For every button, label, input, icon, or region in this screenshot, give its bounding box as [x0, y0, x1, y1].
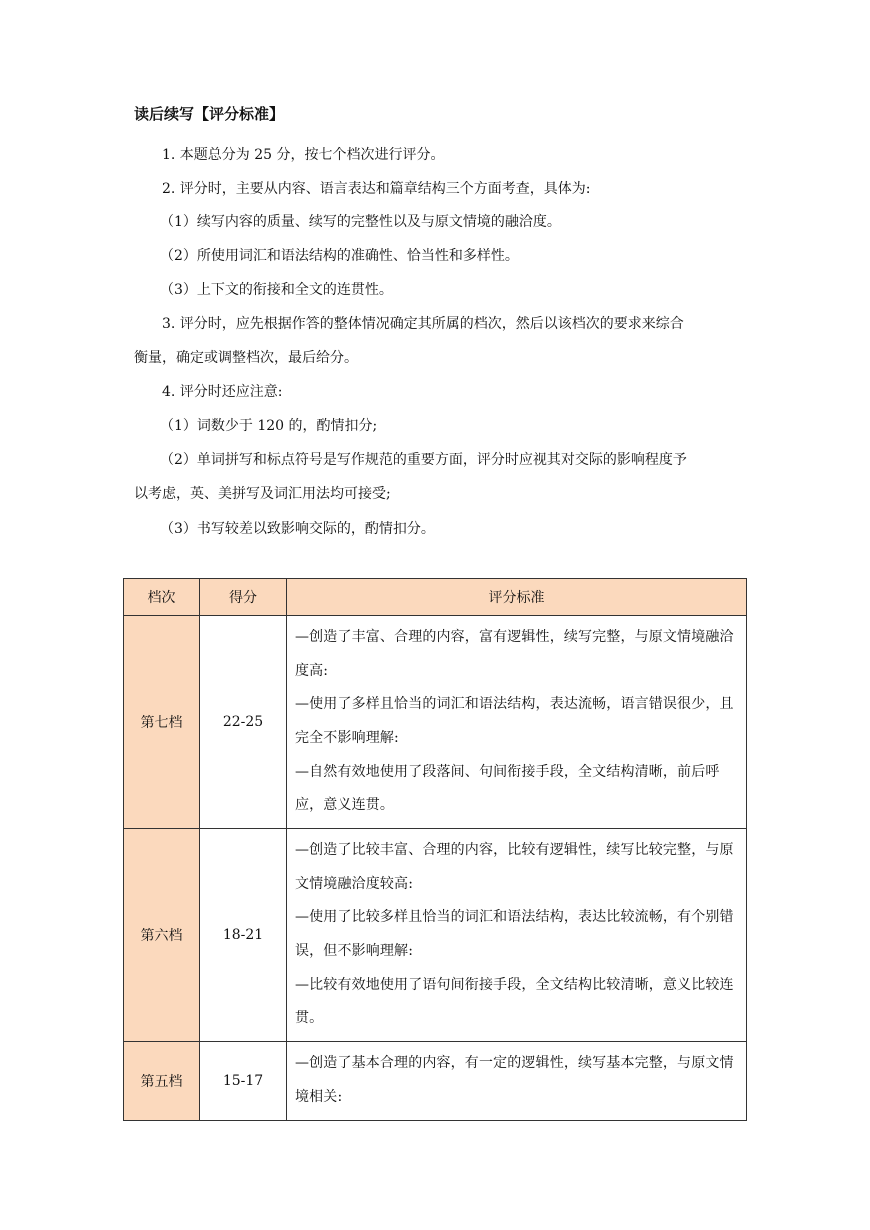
rule-2: 2. 评分时，主要从内容、语言表达和篇章结构三个方面考查，具体为: [162, 181, 591, 197]
rule-3-line-2: 衡量，确定或调整档次，最后给分。 [134, 350, 358, 366]
criteria-cell [287, 1042, 747, 1121]
criteria-item: —自然有效地使用了段落间、句间衔接手段，全文结构清晰，前后呼应，意义连贯。 [295, 763, 720, 814]
rule-4-item-2-line-1: （2）单词拼写和标点符号是写作规范的重要方面，评分时应视其对交际的影响程度予 [160, 452, 687, 468]
criteria-cell [287, 829, 747, 1042]
table-row [124, 1042, 747, 1121]
header-criteria: 评分标准 [287, 579, 747, 616]
rule-1: 1. 本题总分为 25 分，按七个档次进行评分。 [162, 147, 445, 163]
score-cell: 15-17 [200, 1042, 287, 1121]
level-cell: 第七档 [124, 616, 200, 829]
rule-4-item-3: （3）书写较差以致影响交际的，酌情扣分。 [160, 521, 435, 537]
score-cell: 18-21 [200, 829, 287, 1042]
score-cell: 22-25 [200, 616, 287, 829]
criteria-item: —创造了比较丰富、合理的内容，比较有逻辑性，续写比较完整，与原文情境融洽度较高: [295, 841, 734, 892]
rule-2-item-1: （1）续写内容的质量、续写的完整性以及与原文情境的融洽度。 [160, 214, 561, 230]
header-score: 得分 [200, 579, 287, 616]
rule-4: 4. 评分时还应注意: [162, 384, 283, 400]
criteria-item: —使用了多样且恰当的词汇和语法结构，表达流畅，语言错误很少，且完全不影响理解: [295, 696, 734, 746]
rule-4-item-1: （1）词数少于 120 的，酌情扣分; [160, 418, 378, 434]
scoring-table [123, 578, 747, 1121]
table-row [124, 616, 747, 829]
criteria-item: —比较有效地使用了语句间衔接手段，全文结构比较清晰，意义比较连贯。 [295, 976, 734, 1027]
level-cell: 第五档 [124, 1042, 200, 1121]
rule-4-item-2-line-2: 以考虑，英、美拼写及词汇用法均可接受; [134, 486, 391, 502]
rule-2-item-2: （2）所使用词汇和语法结构的准确性、恰当性和多样性。 [160, 248, 519, 264]
rule-2-item-3: （3）上下文的衔接和全文的连贯性。 [160, 282, 393, 298]
table-row [124, 829, 747, 1042]
rule-3-line-1: 3. 评分时，应先根据作答的整体情况确定其所属的档次，然后以该档次的要求来综合 [162, 316, 684, 332]
header-level: 档次 [124, 579, 200, 616]
table-header-row [124, 579, 747, 616]
criteria-cell [287, 616, 747, 829]
document-title: 读后续写【评分标准】 [134, 105, 285, 123]
criteria-item: —创造了基本合理的内容，有一定的逻辑性，续写基本完整，与原文情境相关: [295, 1055, 734, 1105]
criteria-item: —创造了丰富、合理的内容，富有逻辑性，续写完整，与原文情境融洽度高: [295, 628, 734, 679]
level-cell: 第六档 [124, 829, 200, 1042]
criteria-item: —使用了比较多样且恰当的词汇和语法结构，表达比较流畅，有个别错误，但不影响理解: [295, 909, 734, 959]
